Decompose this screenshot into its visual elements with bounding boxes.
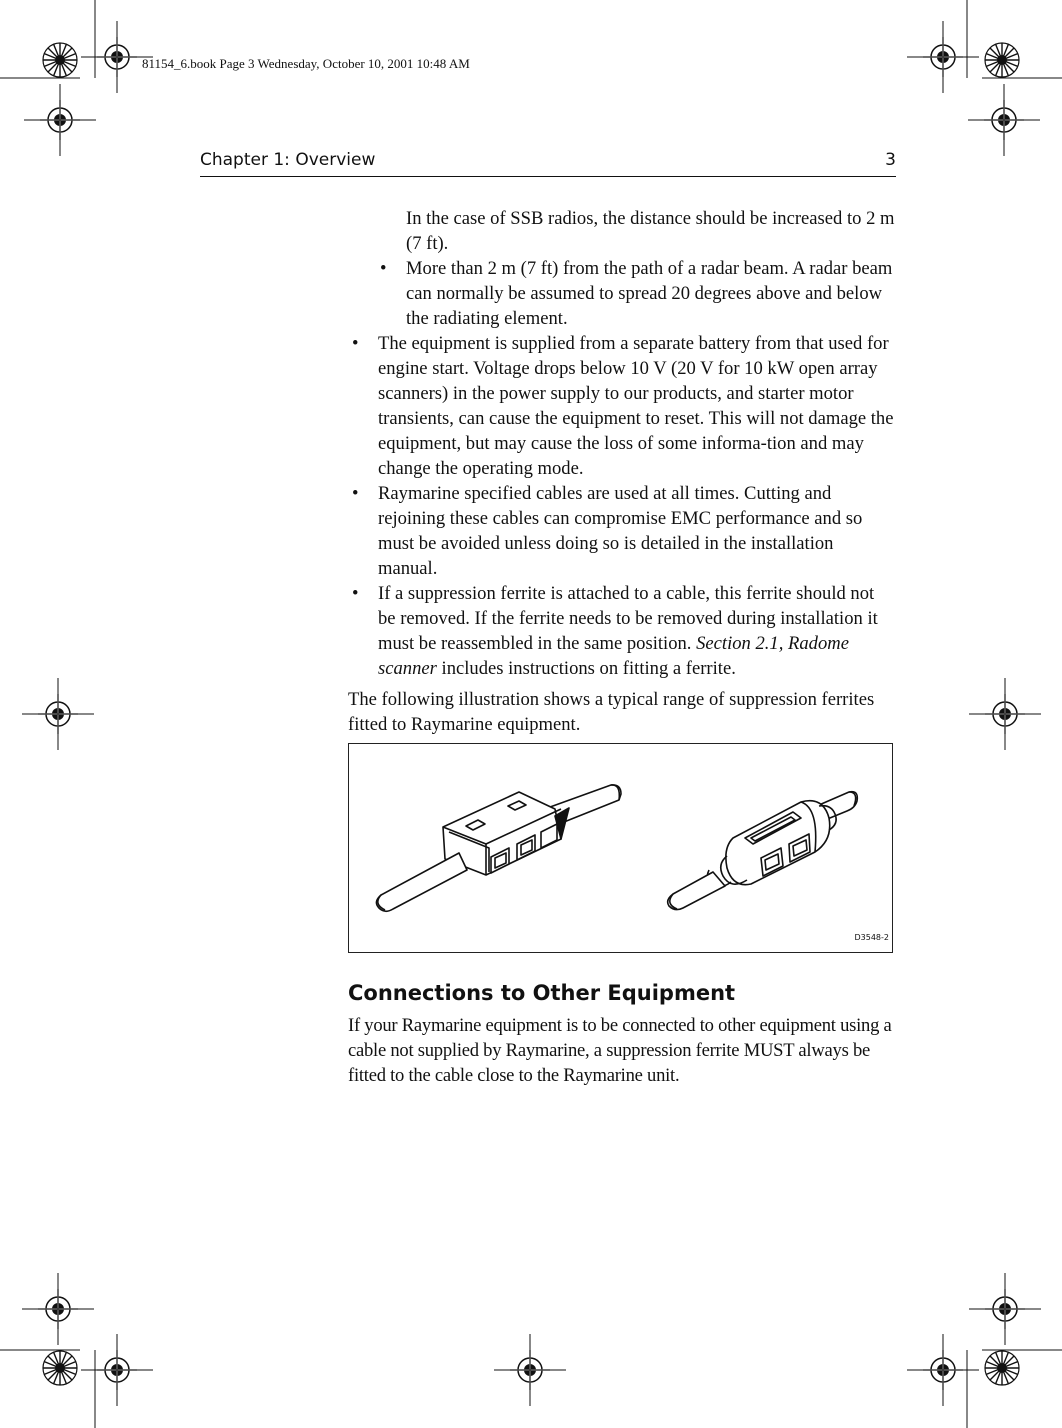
figure-code: D3548-2: [854, 933, 889, 942]
section-reference: Section 2.1, Radome scanner: [378, 633, 849, 679]
bullet-symbol: •: [380, 258, 387, 279]
list-item-text: Raymarine specified cables are used at all times. Cutting and rejoining these cables can compromise EMC performance and so must be avoided unless doing so is detailed in the installation manual.: [378, 483, 863, 579]
print-slug-line: 81154_6.book Page 3 Wednesday, October 10, 2001 10:48 AM: [142, 56, 470, 71]
ferrite-illustration: [348, 743, 893, 953]
body-text: [348, 206, 896, 1088]
list-item-radar: [348, 256, 896, 331]
cable-front-right: [668, 872, 725, 910]
list-item-ferrite: [348, 581, 896, 681]
list-item-text: More than 2 m (7 ft) from the path of a radar beam. A radar beam can normally be assumed to spread 20 degrees above and below the radiating element.: [406, 258, 893, 329]
running-header: [200, 148, 896, 177]
chapter-title: Chapter 1: Overview: [200, 150, 376, 170]
bullet-symbol: •: [352, 333, 359, 354]
list-item-text: The equipment is supplied from a separate battery from that used for engine start. Voltage drops below 10 V (20 V for 10 kW open array scanners) in the power supply to our products, and starter motor transients, can cause the equipment to reset. This will not damage the equipment, but may cause the loss of some informa-tion and may change the operating mode.: [378, 333, 894, 479]
ferrites-drawing: [349, 744, 892, 952]
bullet-symbol: •: [352, 483, 359, 504]
illustration-intro: The following illustration shows a typical range of suppression ferrites fitted to Raymarine equipment.: [348, 689, 875, 735]
list-item-text: If a suppression ferrite is attached to a cable, this ferrite should not be removed. If the ferrite needs to be removed during installation it must be reassembled in the same position. Section 2.1, Radome scanner includes instructions on fitting a ferrite.: [378, 583, 878, 679]
page-number: 3: [885, 150, 896, 170]
cable-front-left: [376, 853, 467, 911]
section-body: If your Raymarine equipment is to be connected to other equipment using a cable not supplied by Raymarine, a suppression ferrite MUST always be fitted to the cable close to the Raymarine unit.: [348, 1015, 892, 1086]
bullet-symbol: •: [352, 583, 359, 604]
ssb-note: In the case of SSB radios, the distance should be increased to 2 m (7 ft).: [406, 208, 895, 254]
list-item-battery: [348, 331, 896, 481]
ferrite-cylinder: [726, 801, 830, 885]
list-item-cables: [348, 481, 896, 581]
section-heading: Connections to Other Equipment: [348, 981, 736, 1005]
